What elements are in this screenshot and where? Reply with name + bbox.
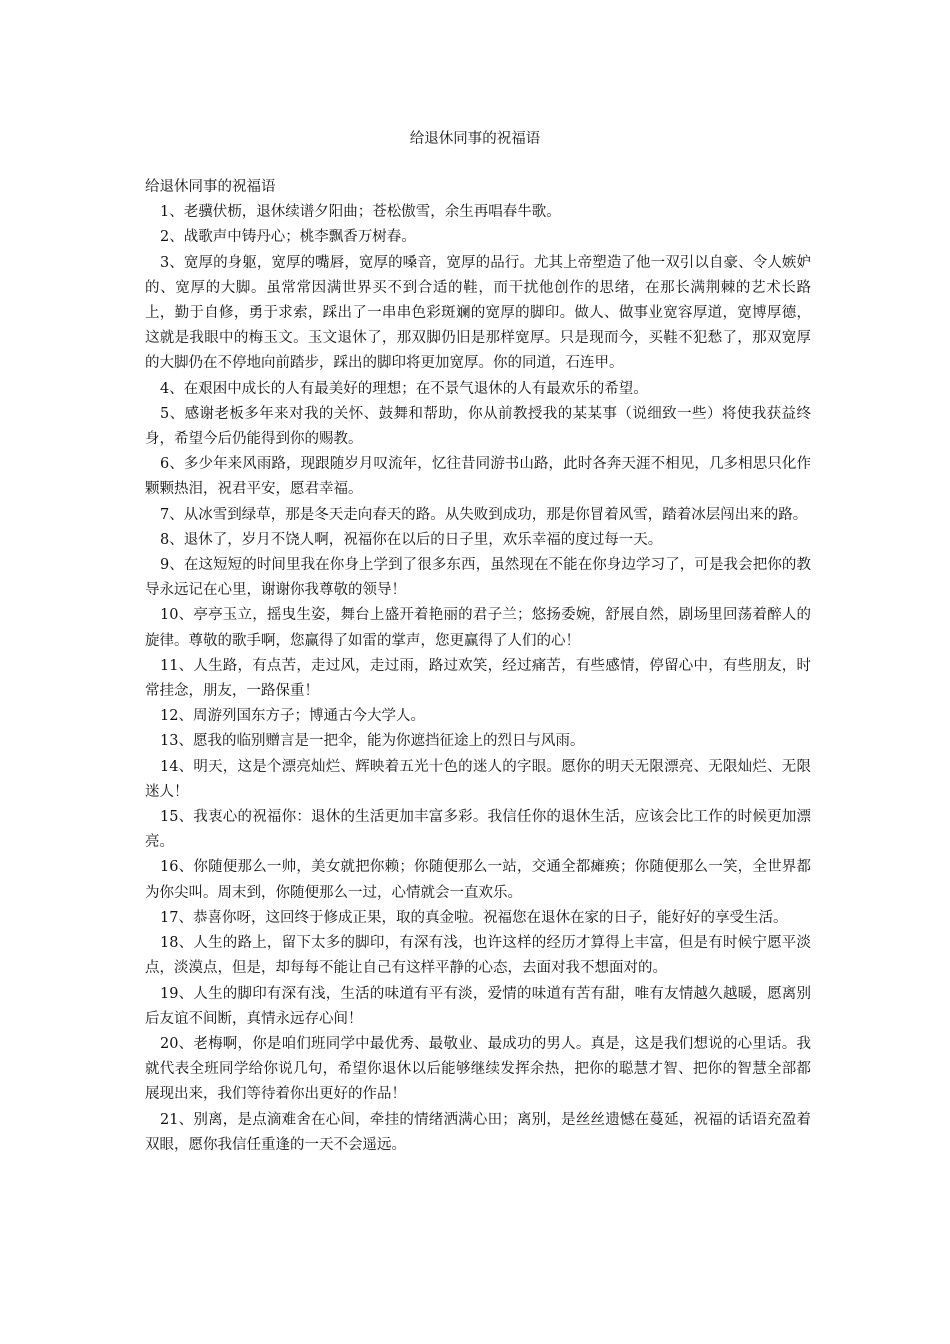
paragraph: 14、明天，这是个漂亮灿烂、辉映着五光十色的迷人的字眼。愿你的明天无限漂亮、无限灿烂、无限迷人！ — [145, 758, 811, 800]
paragraph: 8、退休了，岁月不饶人啊，祝福你在以后的日子里，欢乐幸福的度过每一天。 — [160, 531, 663, 548]
paragraph: 13、愿我的临别赠言是一把伞，能为你遮挡征途上的烈日与风雨。 — [160, 733, 585, 750]
paragraph: 19、人生的脚印有深有浅，生活的味道有平有淡，爱情的味道有苦有甜，唯有友情越久越暖，愿离别后友谊不间断，真情永远存心间！ — [145, 985, 811, 1027]
paragraph: 9、在这短短的时间里我在你身上学到了很多东西，虽然现在不能在你身边学习了，可是我会把你的教导永远记在心里，谢谢你我尊敬的领导！ — [145, 557, 811, 599]
document-subtitle: 给退休同事的祝福语 — [145, 179, 276, 195]
paragraph: 15、我衷心的祝福你：退休的生活更加丰富多彩。我信任你的退休生活，应该会比工作的时候更加漂亮。 — [145, 809, 811, 851]
paragraph: 6、多少年来风雨路，现跟随岁月叹流年，忆往昔同游书山路，此时各奔天涯不相见，几多相思只化作颗颗热泪，祝君平安，愿君幸福。 — [145, 456, 811, 498]
document-title: 给退休同事的祝福语 — [409, 131, 541, 147]
paragraph: 21、别离，是点滴难舍在心间，牵挂的情绪洒满心田；离别，是丝丝遗憾在蔓延，祝福的话语充盈着双眼，愿你我信任重逢的一天不会遥远。 — [145, 1111, 811, 1153]
paragraph: 4、在艰困中成长的人有最美好的理想；在不景气退休的人有最欢乐的希望。 — [160, 380, 648, 397]
paragraph: 2、战歌声中铸丹心；桃李飘香万树春。 — [160, 229, 416, 246]
paragraph: 10、亭亭玉立，摇曳生姿，舞台上盛开着艳丽的君子兰；悠扬委婉，舒展自然，剧场里回荡着醉人的旋律。尊敬的歌手啊，您赢得了如雷的掌声，您更赢得了人们的心！ — [145, 607, 811, 649]
paragraph: 3、宽厚的身躯，宽厚的嘴唇，宽厚的嗓音，宽厚的品行。尤其上帝塑造了他一双引以自豪、令人嫉妒的、宽厚的大脚。虽常常因满世界买不到合适的鞋，而干扰他创作的思绪，在那长满荆棘的艺术长路上，勤于自修，勇于求索，踩出了一串串色彩斑斓的宽厚的脚印。做人、做事业宽容厚道，宽博厚德，这就是我眼中的梅玉文。玉文退休了，那双脚仍旧是那样宽厚。只是现而今，买鞋不犯愁了，那双宽厚的大脚仍在不停地向前踏步，踩出的脚印将更加宽厚。你的同道，石连甲。 — [145, 254, 811, 372]
paragraph: 18、人生的路上，留下太多的脚印，有深有浅，也许这样的经历才算得上丰富，但是有时候宁愿平淡点，淡漠点，但是，却每每不能让自己有这样平静的心态，去面对我不想面对的。 — [145, 935, 811, 977]
paragraph: 12、周游列国东方子；博通古今大学人。 — [160, 708, 425, 725]
paragraph: 16、你随便那么一帅，美女就把你赖；你随便那么一站，交通全都瘫痪；你随便那么一笑，全世界都为你尖叫。周末到，你随便那么一过，心情就会一直欢乐。 — [145, 859, 811, 901]
document-body — [145, 175, 811, 1158]
paragraph: 5、感谢老板多年来对我的关怀、鼓舞和帮助，你从前教授我的某某事（说细致一些）将使我获益终身，希望今后仍能得到你的赐教。 — [145, 405, 811, 448]
paragraph: 1、老骥伏枥，退休续谱夕阳曲；苍松傲雪，余生再唱春牛歌。 — [160, 204, 561, 221]
paragraph: 11、人生路，有点苦，走过风，走过雨，路过欢笑，经过痛苦，有些感情，停留心中，有些朋友，时常挂念，朋友，一路保重！ — [145, 657, 811, 700]
paragraph: 20、老梅啊，你是咱们班同学中最优秀、最敬业、最成功的男人。真是，这是我们想说的心里话。我就代表全班同学给你说几句，希望你退休以后能够继续发挥余热，把你的聪慧才智、把你的智慧全部都展现出来，我们等待着你出更好的作品！ — [145, 1035, 811, 1103]
paragraph: 17、恭喜你呀，这回终于修成正果，取的真金啦。祝福您在退休在家的日子，能好好的享受生活。 — [160, 909, 788, 926]
paragraph: 7、从冰雪到绿草，那是冬天走向春天的路。从失败到成功，那是你冒着风雪，踏着冰层闯出来的路。 — [160, 506, 808, 523]
paragraph-list — [145, 200, 811, 1158]
